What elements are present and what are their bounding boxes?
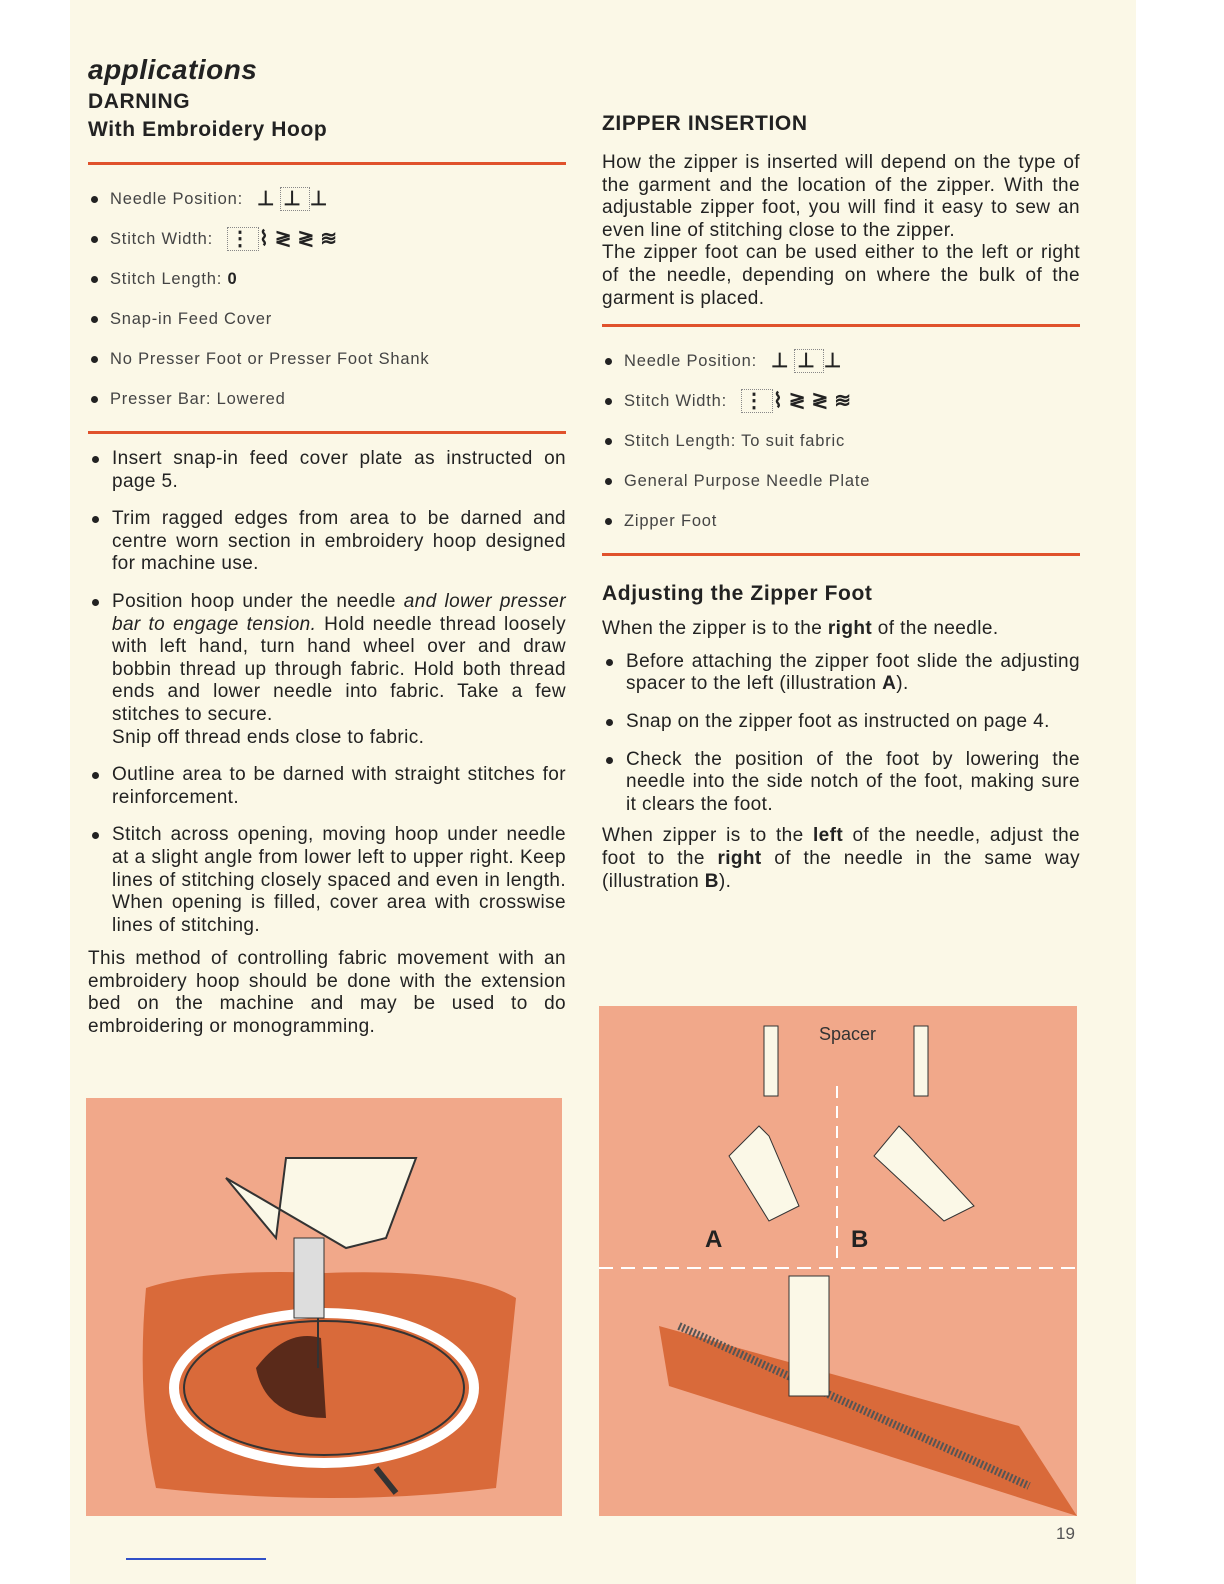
setting-stitch-length (88, 259, 566, 299)
setting-zipper-foot (602, 501, 1080, 541)
step (602, 651, 1080, 696)
step: Stitch across opening, moving hoop under needle at a slight angle from lower left to upper right. Keep lines of stitching closely spaced and even in length. When opening is filled, cover area with crosswise lines of stitching. (88, 824, 566, 937)
step: Check the position of the foot by lowering the needle into the side notch of the foot, making sure it clears the foot. (602, 749, 1080, 817)
text: B (704, 870, 719, 892)
label: Presser Bar: Lowered (110, 389, 286, 408)
text: right (827, 618, 873, 640)
intro-paragraph: How the zipper is inserted will depend on the type of the garment and the location of the zipper. With the adjustable zipper foot, you will find it easy to sew an even line of stitching close to the zipper. (602, 152, 1080, 241)
value: 0 (227, 269, 238, 288)
label: Stitch Length: (110, 269, 223, 288)
text: and lower presser bar to engage tension. (112, 590, 566, 635)
label: Zipper Foot (624, 511, 718, 530)
label: No Presser Foot or Presser Foot Shank (110, 349, 430, 368)
illustration-label-b: B (851, 1226, 869, 1253)
text: When the zipper is to the (602, 618, 828, 640)
setting-stitch-width (602, 381, 1080, 421)
divider (602, 324, 1080, 327)
label: Stitch Width: (110, 229, 214, 248)
divider (88, 431, 566, 434)
intro-paragraph: The zipper foot can be used either to the left or right of the needle, depending on where the bulk of the garment is placed. (602, 242, 1080, 309)
section-heading: applications (88, 54, 258, 85)
hoop-illustration (86, 1098, 562, 1516)
text: Position hoop under the needle (112, 590, 404, 612)
text: right (717, 847, 762, 869)
setting-needle-position (602, 341, 1080, 381)
left-column (88, 52, 566, 1039)
setting-stitch-length (602, 421, 1080, 461)
link-underline (126, 1558, 266, 1560)
paragraph (602, 825, 1080, 893)
label: Stitch Width: (624, 391, 728, 410)
darning-title: DARNING (88, 90, 191, 113)
needle-position-icon: ⊥ ⊥ ⊥ (256, 187, 334, 210)
setting-feed-cover (88, 299, 566, 339)
step: Snap on the zipper foot as instructed on page 4. (602, 711, 1080, 734)
step: Outline area to be darned with straight stitches for reinforcement. (88, 764, 566, 809)
darning-subtitle: With Embroidery Hoop (88, 118, 328, 141)
step: Trim ragged edges from area to be darned and centre worn section in embroidery hoop designed for machine use. (88, 508, 566, 576)
text: A (882, 673, 897, 695)
stitch-width-icon: ⋮ ⌇≷≷≋ (741, 390, 857, 413)
text: ). (896, 673, 909, 695)
text: Hold needle thread loosely with left hand, turn hand wheel over and draw bobbin thread up through fabric. Hold both thread ends and lower needle into fabric. Take a few stitches to secure. (112, 613, 566, 725)
text: of the needle, adjust the foot to the (602, 825, 1081, 869)
divider (88, 162, 566, 165)
needle-position-icon: ⊥ ⊥ ⊥ (770, 349, 848, 372)
step: Insert snap-in feed cover plate as instructed on page 5. (88, 448, 566, 493)
darning-settings (88, 179, 566, 419)
zipper-settings (602, 341, 1080, 541)
darning-illustration (86, 1098, 562, 1516)
spacer-label: Spacer (819, 1024, 877, 1044)
setting-presser-bar (88, 379, 566, 419)
text: ). (718, 870, 732, 892)
adjusting-subtitle: Adjusting the Zipper Foot (602, 582, 873, 606)
step (88, 591, 566, 749)
zipper-title: ZIPPER INSERTION (602, 112, 808, 135)
closing-paragraph: This method of controlling fabric movement with an embroidery hoop should be done with the extension bed on the machine and may be used to do embroidering or monogramming. (88, 948, 566, 1038)
setting-presser-foot (88, 339, 566, 379)
setting-stitch-width (88, 219, 566, 259)
page-number: 19 (1056, 1524, 1075, 1543)
zipper-steps (602, 651, 1080, 817)
label: Needle Position: (110, 189, 243, 208)
right-column (602, 110, 1080, 893)
setting-needle-plate (602, 461, 1080, 501)
label: General Purpose Needle Plate (624, 471, 871, 490)
darning-steps (88, 448, 566, 937)
paragraph (602, 618, 1080, 641)
illustration-label-a: A (705, 1226, 723, 1253)
divider (602, 553, 1080, 556)
text: of the needle in the same way (illustration (602, 847, 1080, 892)
text: When zipper is to the (602, 825, 813, 847)
setting-needle-position (88, 179, 566, 219)
zipper-foot-illustration (599, 1006, 1077, 1516)
text: of the needle. (872, 618, 999, 640)
text: Snip off thread ends close to fabric. (112, 726, 425, 748)
label: Needle Position: (624, 351, 757, 370)
zipper-foot-drawing (599, 1006, 1077, 1516)
stitch-width-icon: ⋮ ⌇≷≷≋ (227, 228, 343, 251)
text: left (812, 825, 844, 847)
text: Before attaching the zipper foot slide the adjusting spacer to the left (illustration (626, 650, 1080, 695)
label: Snap-in Feed Cover (110, 309, 273, 328)
label: Stitch Length: To suit fabric (624, 431, 846, 450)
